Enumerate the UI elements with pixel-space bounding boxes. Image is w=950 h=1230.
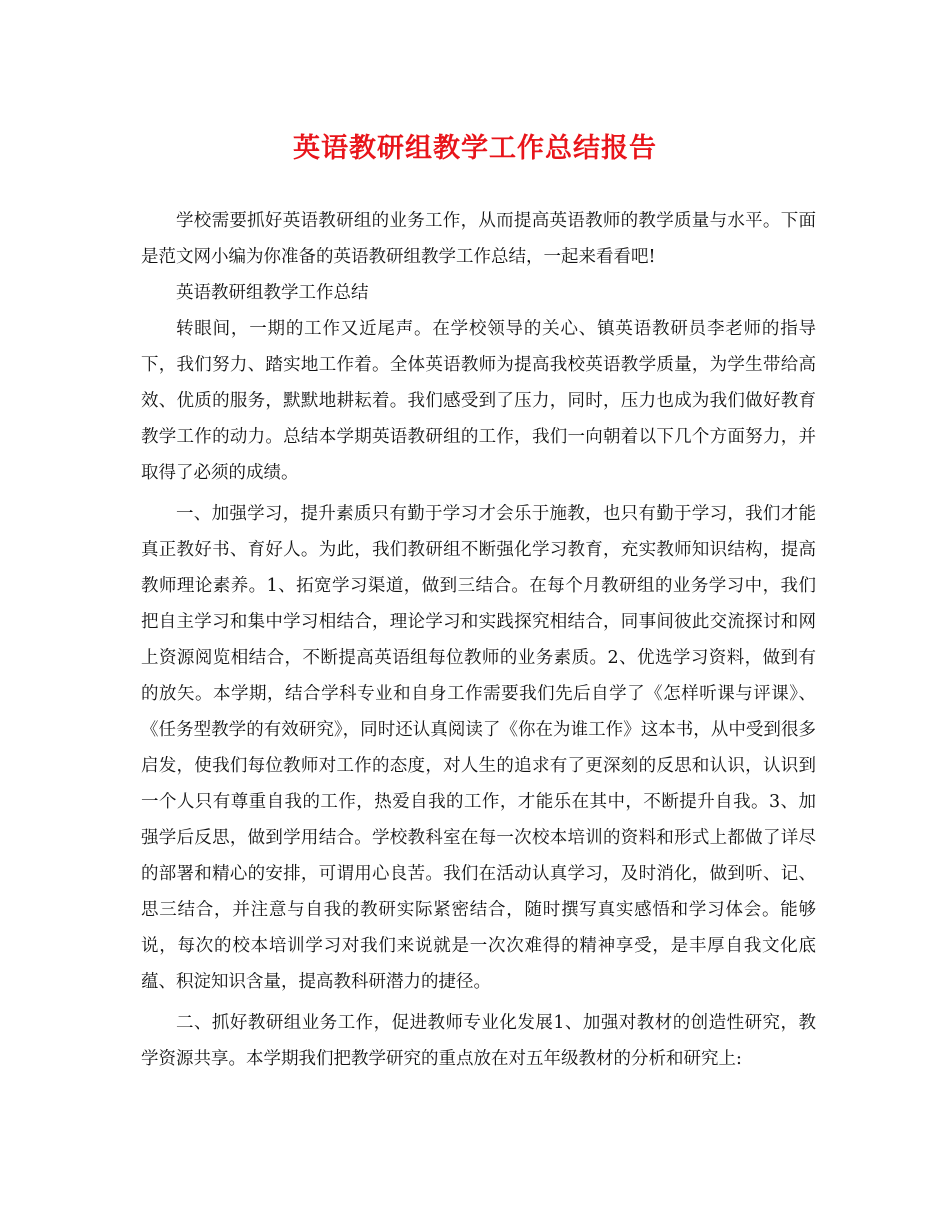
section-one-paragraph: 一、加强学习，提升素质只有勤于学习才会乐于施教，也只有勤于学习，我们才能真正教好书、育好人。为此，我们教研组不断强化学习教育，充实教师知识结构，提高教师理论素养。1、拓宽学习渠道，做到三结合。在每个月教研组的业务学习中，我们把自主学习和集中学习相结合，理论学习和实践探究相结合，同事间彼此交流探讨和网上资源阅览相结合，不断提高英语组每位教师的业务素质。2、优选学习资料，做到有的放矢。本学期，结合学科专业和自身工作需要我们先后自学了《怎样听课与评课》、《任务型教学的有效研究》，同时还认真阅读了《你在为谁工作》这本书，从中受到很多启发，使我们每位教师对工作的态度，对人生的追求有了更深刻的反思和认识，认识到一个人只有尊重自我的工作，热爱自我的工作，才能乐在其中，不断提升自我。3、加强学后反思，做到学用结合。学校教科室在每一次校本培训的资料和形式上都做了详尽的部署和精心的安排，可谓用心良苦。我们在活动认真学习，及时消化，做到听、记、思三结合，并注意与自我的教研实际紧密结合，随时撰写真实感悟和学习体会。能够说，每次的校本培训学习对我们来说就是一次次难得的精神享受，是丰厚自我文化底蕴、积淀知识含量，提高教科研潜力的捷径。	[141, 504, 816, 992]
overview-paragraph: 转眼间，一期的工作又近尾声。在学校领导的关心、镇英语教研员李老师的指导下，我们努力、踏实地工作着。全体英语教师为提高我校英语教学质量，为学生带给高效、优质的服务，默默地耕耘着。我们感受到了压力，同时，压力也成为我们做好教育教学工作的动力。总结本学期英语教研组的工作，我们一向朝着以下几个方面努力，并取得了必须的成绩。	[141, 319, 816, 483]
intro-paragraph: 学校需要抓好英语教研组的业务工作，从而提高英语教师的教学质量与水平。下面是范文网小编为你准备的英语教研组教学工作总结，一起来看看吧!	[141, 211, 816, 267]
section-two-paragraph: 二、抓好教研组业务工作，促进教师专业化发展1、加强对教材的创造性研究，教学资源共享。本学期我们把教学研究的重点放在对五年级教材的分析和研究上:	[141, 1013, 816, 1069]
section-heading: 英语教研组教学工作总结	[176, 283, 369, 303]
document-body	[141, 203, 816, 1077]
document-title: 英语教研组教学工作总结报告	[293, 133, 657, 164]
